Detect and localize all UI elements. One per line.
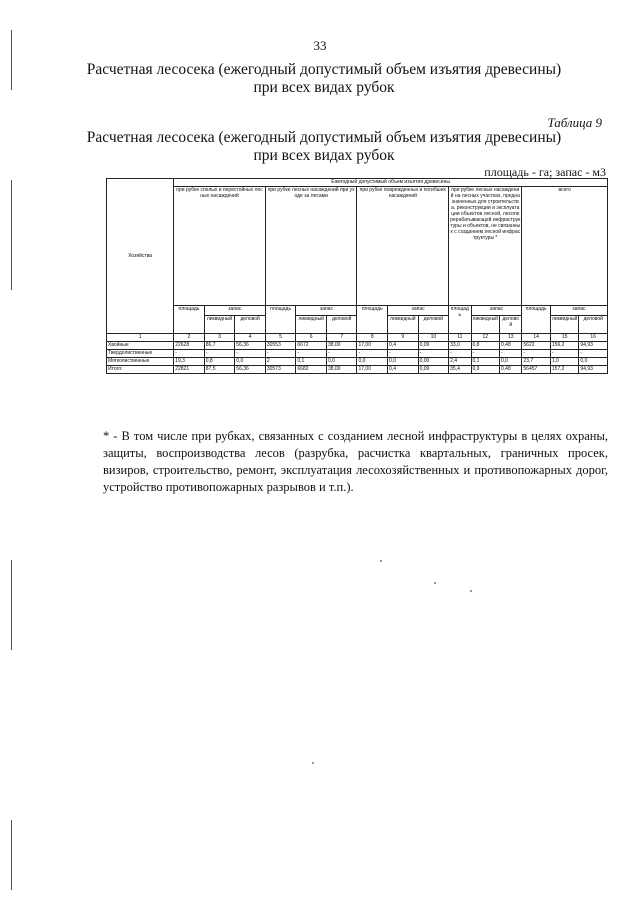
header-stock: запас (204, 306, 265, 316)
table-cell: 35,4 (449, 366, 471, 374)
table-row (107, 358, 608, 366)
header-liquid: ликвидный (471, 316, 500, 334)
table-cell: 17,00 (357, 366, 388, 374)
header-business: деловой (326, 316, 357, 334)
table-cell: 0,0 (326, 358, 357, 366)
column-number: 16 (579, 334, 608, 342)
table-cell: 0,0 (357, 358, 388, 366)
column-number: 11 (449, 334, 471, 342)
column-number: 6 (296, 334, 327, 342)
footnote: * - В том числе при рубках, связанных с созданием лесной инфраструктуры в целях охраны, защиты, воспроизводства лесов (разрубка, расчистка квартальных, граничных просек, визиров, строительство, ремонт, эксплуатация лесохозяйственных и противопожарных дорог, устройство противопожарных разрывов и т.п.). (103, 429, 608, 494)
table-cell: 6672 (296, 342, 327, 350)
header-business: деловой (500, 316, 522, 334)
header-business: деловой (418, 316, 449, 334)
header-liquid: ликвидный (550, 316, 579, 334)
table-cell: 157,2 (550, 366, 579, 374)
row-label: Итого: (107, 366, 174, 374)
table-cell: - (265, 350, 296, 358)
allowable-cut-table (106, 178, 608, 374)
table-cell: 6682 (296, 366, 327, 374)
column-number: 4 (235, 334, 266, 342)
column-number: 15 (550, 334, 579, 342)
scan-speck (470, 590, 472, 592)
header-area: площадь (522, 306, 551, 334)
header-liquid: ликвидный (204, 316, 235, 334)
column-number: 12 (471, 334, 500, 342)
table-cell: 86,7 (204, 342, 235, 350)
table-cell: - (326, 350, 357, 358)
table-cell: 56457 (522, 366, 551, 374)
table-cell: 0,1 (471, 358, 500, 366)
table-cell: - (296, 350, 327, 358)
table-cell: 2,4 (449, 358, 471, 366)
table-cell: - (500, 350, 522, 358)
table-cell: 0,9 (471, 366, 500, 374)
table-cell: 56,36 (235, 366, 266, 374)
column-number: 3 (204, 334, 235, 342)
table-cell: - (235, 350, 266, 358)
table-cell: 56,36 (235, 342, 266, 350)
page-number: 33 (313, 38, 327, 53)
table-cell: 30553 (265, 342, 296, 350)
table-cell: 94,93 (579, 342, 608, 350)
table-title: Расчетная лесосека (ежегодный допустимый объем изъятия древесины) при всех видах рубок (86, 129, 562, 164)
column-number: 7 (326, 334, 357, 342)
table-cell: 2 (265, 358, 296, 366)
table-cell: 1,0 (550, 358, 579, 366)
table-cell: 0,8 (204, 358, 235, 366)
header-stock: запас (296, 306, 357, 316)
table-row (107, 342, 608, 350)
table-cell: 33,0 (449, 342, 471, 350)
row-label: Твердолиственные (107, 350, 174, 358)
scan-edge-mark (11, 820, 12, 890)
table-cell: - (204, 350, 235, 358)
table-cell: 17,00 (357, 342, 388, 350)
header-liquid: ликвидный (296, 316, 327, 334)
column-number: 1 (107, 334, 174, 342)
table-cell: 23,7 (522, 358, 551, 366)
table-cell: 38,00 (326, 366, 357, 374)
table-cell: 0,4 (388, 342, 419, 350)
page-title: Расчетная лесосека (ежегодный допустимый объем изъятия древесины) при всех видах рубок (86, 61, 562, 96)
table-cell: - (418, 350, 449, 358)
table-row (107, 350, 608, 358)
table-cell: 0,48 (500, 342, 522, 350)
table-cell: 0,8 (471, 342, 500, 350)
header-stock: запас (550, 306, 607, 316)
header-main: Ежегодный допустимый объем изъятия древесины (174, 179, 608, 187)
table-cell: - (550, 350, 579, 358)
table-cell: 0,4 (388, 366, 419, 374)
table-cell: - (522, 350, 551, 358)
header-group-construction: при рубке лесных насаждений на лесных участках, предназначенных для строительства, реконструкции и эксплуатации объектов лесной, лесоперерабатывающей инфраструктуры и объектов, не связанных с созданием лесной инфраструктуры * (449, 187, 522, 306)
header-area: площадь (357, 306, 388, 334)
table-cell: - (579, 350, 608, 358)
column-number: 9 (388, 334, 419, 342)
header-stock: запас (388, 306, 449, 316)
table-cell: - (174, 350, 205, 358)
header-group-total: всего (522, 187, 608, 306)
table-cell: 0,1 (296, 358, 327, 366)
table-cell: 38,00 (326, 342, 357, 350)
table-body (107, 342, 608, 374)
table-label: Таблица 9 (547, 115, 602, 130)
table-cell: 30573 (265, 366, 296, 374)
header-stock: запас (471, 306, 522, 316)
table-cell: 5622 (522, 342, 551, 350)
column-number: 5 (265, 334, 296, 342)
table-cell: 0,09 (418, 342, 449, 350)
table-cell: 19,3 (174, 358, 205, 366)
table-cell: - (388, 350, 419, 358)
header-group-mature: при рубке спелых и перестойных лесных насаждений (174, 187, 266, 306)
header-group-damaged: при рубке поврежденных и погибших насаждений (357, 187, 449, 306)
header-area: площадь (265, 306, 296, 334)
column-number: 14 (522, 334, 551, 342)
table-cell: 87,5 (204, 366, 235, 374)
scan-speck (380, 560, 382, 562)
scan-speck (312, 762, 314, 764)
header-business: деловой (579, 316, 608, 334)
row-label: Хвойные (107, 342, 174, 350)
table-cell: 0,0 (235, 358, 266, 366)
column-number: 8 (357, 334, 388, 342)
table-cell: - (449, 350, 471, 358)
table-cell: 94,93 (579, 366, 608, 374)
header-group-care: при рубке лесных насаждений при уходе за лесами (265, 187, 357, 306)
table-cell: - (357, 350, 388, 358)
header-area: площадь (449, 306, 471, 334)
table-cell: 22628 (174, 342, 205, 350)
column-number: 13 (500, 334, 522, 342)
row-label: Мягколиственные (107, 358, 174, 366)
header-liquid: ликвидный (388, 316, 419, 334)
units-note: площадь - га; запас - м3 (484, 165, 606, 179)
scan-speck (434, 582, 436, 584)
table-cell: 0,00 (418, 358, 449, 366)
table-cell: 0,0 (388, 358, 419, 366)
column-numbers-row (107, 334, 608, 342)
scan-edge-mark (11, 180, 12, 290)
table-cell: 0,09 (418, 366, 449, 374)
table-cell: 156,2 (550, 342, 579, 350)
table-cell: 0,48 (500, 366, 522, 374)
header-business: деловой (235, 316, 266, 334)
table-cell: 22821 (174, 366, 205, 374)
header-farm: Хозяйства (107, 179, 174, 334)
table-cell: 0,0 (579, 358, 608, 366)
table-cell: - (471, 350, 500, 358)
header-area: площадь (174, 306, 205, 334)
column-number: 10 (418, 334, 449, 342)
table-row (107, 366, 608, 374)
table-cell: 0,0 (500, 358, 522, 366)
scan-edge-mark (11, 560, 12, 650)
column-number: 2 (174, 334, 205, 342)
